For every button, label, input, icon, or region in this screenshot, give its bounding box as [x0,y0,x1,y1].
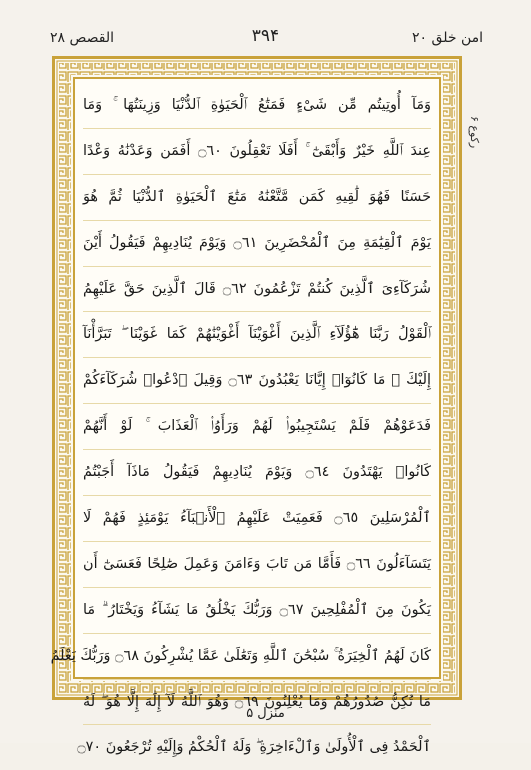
verse-line: شُرَكَآءِىَ ٱلَّذِينَ كُنتُمْ تَزْعُمُونَ ۝٦٢ قَالَ ٱلَّذِينَ حَقَّ عَلَيْهِمُ [83,267,431,313]
page-number: ۳۹۴ [251,26,280,46]
manzil-footer: منزل ۵ [246,706,285,721]
verse-line: يَكُونَ مِنَ ٱلْمُفْلِحِينَ ۝٦٧ وَرَبُّكَ يَخْلُقُ مَا يَشَآءُ وَيَخْتَارُ ۗ مَا [83,588,431,634]
verse-line: فَدَعَوْهُمْ فَلَمْ يَسْتَجِيبُوا۟ لَهُمْ وَرَأَوُا۟ ٱلْعَذَابَ ۚ لَوْ أَنَّهُمْ [83,404,431,450]
verse-line: يَتَسَآءَلُونَ ۝٦٦ فَأَمَّا مَن تَابَ وَءَامَنَ وَعَمِلَ صَٰلِحًا فَعَسَىٰٓ أَن [83,542,431,588]
verse-line: ٱلْقَوْلُ رَبَّنَا هَٰٓؤُلَآءِ ٱلَّذِينَ أَغْوَيْنَآ أَغْوَيْنَٰهُمْ كَمَا غَوَيْنَا ۖ تَبَرَّأْنَآ [83,312,431,358]
verse-line: كَانَ لَهُمُ ٱلْخِيَرَةُ ۚ سُبْحَٰنَ ٱللَّهِ وَتَعَٰلَىٰ عَمَّا يُشْرِكُونَ ۝٦٨ وَرَبُّكَ يَعْلَمُ [83,634,431,680]
verse-line: وَمَآ أُوتِيتُم مِّن شَىْءٍ فَمَتَٰعُ ٱلْحَيَوٰةِ ٱلدُّنْيَا وَزِينَتُهَا ۚ وَمَا [83,83,431,129]
surah-name-header: القصص ۲۸ [50,30,115,46]
ruku-margin-note: رکوع ۶ [468,116,481,149]
verse-line: حَسَنًا فَهُوَ لَٰقِيهِ كَمَن مَّتَّعْنَٰهُ مَتَٰعَ ٱلْحَيَوٰةِ ٱلدُّنْيَا ثُمَّ هُوَ [83,175,431,221]
verse-line: يَوْمَ ٱلْقِيَٰمَةِ مِنَ ٱلْمُحْضَرِينَ ۝٦١ وَيَوْمَ يُنَادِيهِمْ فَيَقُولُ أَيْنَ [83,221,431,267]
verse-line: ٱلْحَمْدُ فِى ٱلْأُولَىٰ وَٱلْءَاخِرَةِ ۖ وَلَهُ ٱلْحُكْمُ وَإِلَيْهِ تُرْجَعُونَ ۝٧٠ [77,739,431,756]
verse-line: عِندَ ٱللَّهِ خَيْرٌ وَأَبْقَىٰٓ ۚ أَفَلَا تَعْقِلُونَ ۝٦٠ أَفَمَن وَعَدْنَٰهُ وَعْدًا [83,129,431,175]
verse-line: مَا تُكِنُّ صُدُورُهُمْ وَمَا يُعْلِنُونَ ۝٦٩ وَهُوَ ٱللَّهُ لَآ إِلَٰهَ إِلَّا هُوَ ۖ لَهُ [83,680,431,726]
verse-line: ٱلْمُرْسَلِينَ ۝٦٥ فَعَمِيَتْ عَلَيْهِمُ ٱلْأَنۢبَآءُ يَوْمَئِذٍ فَهُمْ لَا [83,496,431,542]
juz-name-header: امن خلق ۲۰ [412,30,483,46]
verse-line: كَانُوا۟ يَهْتَدُونَ ۝٦٤ وَيَوْمَ يُنَادِيهِمْ فَيَقُولُ مَاذَآ أَجَبْتُمُ [83,450,431,496]
verse-line: إِلَيْكَ ۖ مَا كَانُوٓا۟ إِيَّانَا يَعْبُدُونَ ۝٦٣ وَقِيلَ ٱدْعُوا۟ شُرَكَآءَكُمْ [83,358,431,404]
